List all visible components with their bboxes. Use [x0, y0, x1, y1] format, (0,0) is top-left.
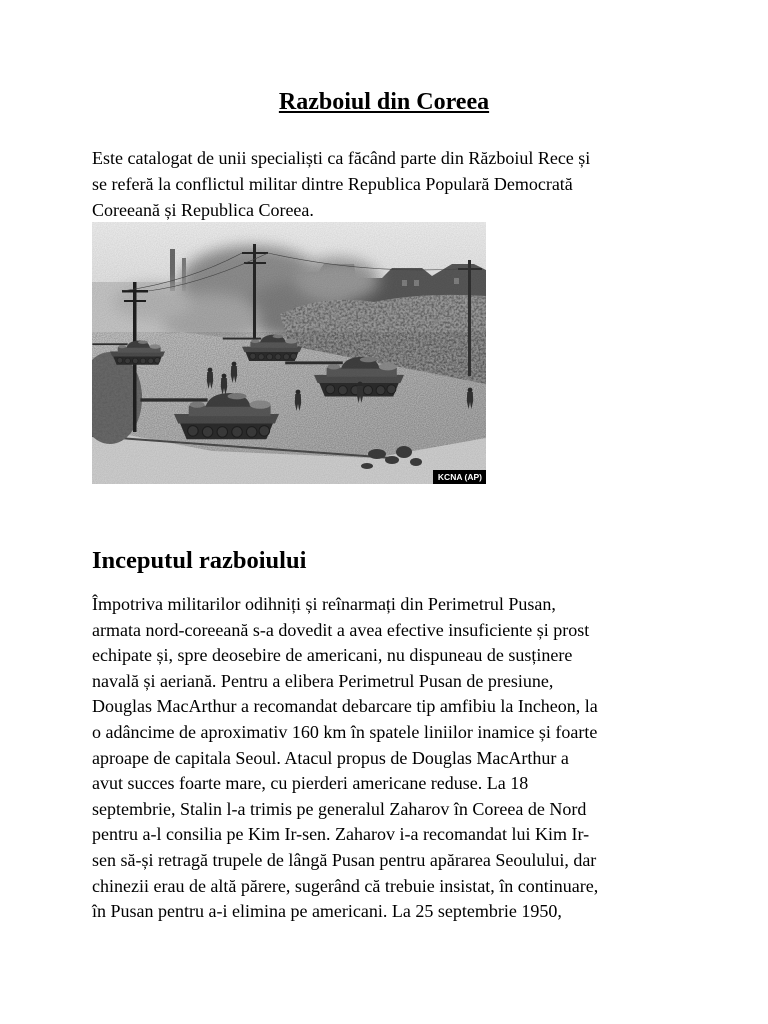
- paragraph-line: chinezii erau de altă părere, sugerând că trebuie insistat, în continuare,: [92, 875, 599, 896]
- document-title: Razboiul din Coreea: [278, 89, 490, 115]
- intro-line: Este catalogat de unii specialiști ca făcând parte din Războiul Rece și: [92, 148, 591, 168]
- war-photo-image: [92, 222, 486, 484]
- paragraph-line: o adâncime de aproximativ 160 km în spatele liniilor inamice și foarte: [92, 721, 598, 742]
- intro-line: Coreeană și Republica Coreea.: [92, 200, 314, 220]
- intro-paragraph: [92, 145, 590, 223]
- paragraph-line: în Pusan pentru a-i elimina pe americani. La 25 septembrie 1950,: [92, 901, 562, 922]
- film-grain: [92, 222, 486, 484]
- paragraph-line: avut succes foarte mare, cu pierderi americane reduse. La 18: [92, 773, 529, 794]
- paragraph-line: echipate și, spre deosebire de americani, nu dispuneau de susținere: [92, 645, 573, 666]
- paragraph-line: Douglas MacArthur a recomandat debarcare tip amfibiu la Incheon, la: [92, 696, 598, 717]
- paragraph-line: pentru a-l consilia pe Kim Ir-sen. Zaharov i-a recomandat lui Kim Ir-: [92, 824, 590, 845]
- paragraph-line: sen să-și retragă trupele de lângă Pusan pentru apărarea Seoulului, dar: [92, 849, 597, 870]
- section-paragraph: [92, 592, 598, 925]
- paragraph-line: aproape de capitala Seoul. Atacul propus de Douglas MacArthur a: [92, 747, 569, 768]
- paragraph-line: armata nord-coreeană s-a dovedit a avea efective insuficiente și prost: [92, 619, 590, 640]
- photo-credit: KCNA (AP): [433, 470, 486, 484]
- paragraph-line: Împotriva militarilor odihniți și reînarmați din Perimetrul Pusan,: [92, 594, 556, 614]
- intro-line: se referă la conflictul militar dintre Republica Populară Democrată: [92, 174, 573, 194]
- paragraph-line: septembrie, Stalin l-a trimis pe generalul Zaharov în Coreea de Nord: [92, 798, 587, 819]
- war-photo: [92, 222, 486, 484]
- section-heading: Inceputul razboiului: [92, 547, 307, 574]
- paragraph-line: navală și aeriană. Pentru a elibera Perimetrul Pusan de presiune,: [92, 670, 554, 691]
